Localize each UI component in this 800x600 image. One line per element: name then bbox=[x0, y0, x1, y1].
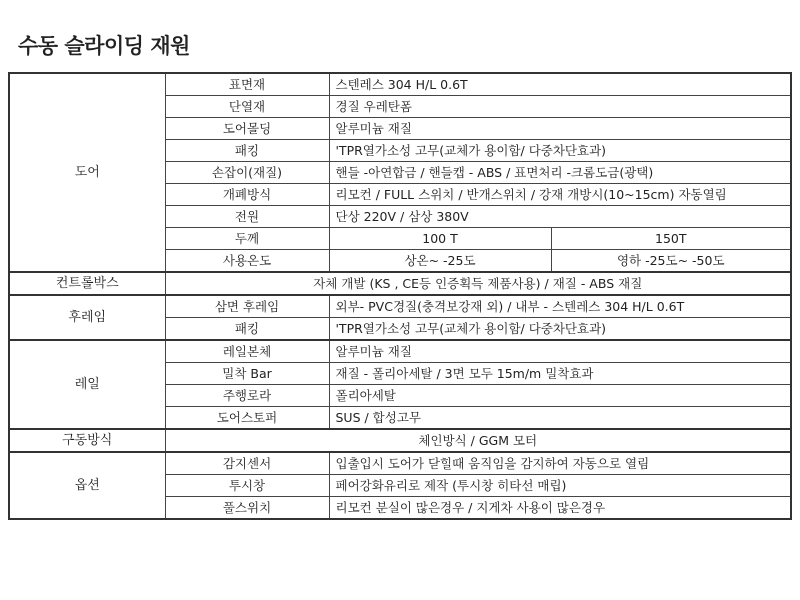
item-label: 감지센서 bbox=[165, 452, 329, 475]
item-value: 단상 220V / 삼상 380V bbox=[329, 206, 791, 228]
item-value: 상온~ -25도 bbox=[329, 250, 551, 273]
item-label: 개폐방식 bbox=[165, 184, 329, 206]
item-label: 풀스위치 bbox=[165, 497, 329, 520]
item-value: 150T bbox=[551, 228, 791, 250]
item-label: 도어스토퍼 bbox=[165, 407, 329, 430]
item-value: 스텐레스 304 H/L 0.6T bbox=[329, 73, 791, 96]
item-value: 리모컨 / FULL 스위치 / 반개스위치 / 강재 개방시(10~15cm) 자동열림 bbox=[329, 184, 791, 206]
table-row bbox=[9, 272, 791, 295]
table-row bbox=[9, 340, 791, 363]
item-value: 100 T bbox=[329, 228, 551, 250]
item-label: 투시창 bbox=[165, 475, 329, 497]
table-row bbox=[9, 452, 791, 475]
item-value: 체인방식 / GGM 모터 bbox=[165, 429, 791, 452]
item-label: 패킹 bbox=[165, 318, 329, 341]
table-row bbox=[9, 295, 791, 318]
item-label: 밀착 Bar bbox=[165, 363, 329, 385]
item-value: 경질 우레탄폼 bbox=[329, 96, 791, 118]
item-value: 재질 - 폴리아세탈 / 3면 모두 15m/m 밀착효과 bbox=[329, 363, 791, 385]
item-label: 사용온도 bbox=[165, 250, 329, 273]
group-drive: 구동방식 bbox=[9, 429, 165, 452]
item-value: 영하 -25도~ -50도 bbox=[551, 250, 791, 273]
group-door: 도어 bbox=[9, 73, 165, 272]
item-value: 알루미늄 재질 bbox=[329, 340, 791, 363]
item-value: SUS / 합성고무 bbox=[329, 407, 791, 430]
group-option: 옵션 bbox=[9, 452, 165, 519]
item-label: 두께 bbox=[165, 228, 329, 250]
item-label: 도어몰딩 bbox=[165, 118, 329, 140]
item-label: 패킹 bbox=[165, 140, 329, 162]
item-value: 'TPR열가소성 고무(교체가 용이함/ 다중차단효과) bbox=[329, 318, 791, 341]
table-row bbox=[9, 73, 791, 96]
group-rail: 레일 bbox=[9, 340, 165, 429]
item-value: 외부- PVC경질(충격보강재 외) / 내부 - 스텐레스 304 H/L 0.6T bbox=[329, 295, 791, 318]
item-label: 단열재 bbox=[165, 96, 329, 118]
group-frame: 후레임 bbox=[9, 295, 165, 340]
item-value: 페어강화유리로 제작 (투시창 히타선 매립) bbox=[329, 475, 791, 497]
item-value: 'TPR열가소성 고무(교체가 용이함/ 다중차단효과) bbox=[329, 140, 791, 162]
item-value: 폴리아세탈 bbox=[329, 385, 791, 407]
item-value: 자체 개발 (KS , CE등 인증획득 제품사용) / 재질 - ABS 재질 bbox=[165, 272, 791, 295]
spec-table bbox=[8, 72, 792, 520]
item-value: 핸들 -아연합금 / 핸들캡 - ABS / 표면처리 -크롬도금(광택) bbox=[329, 162, 791, 184]
group-control-box: 컨트롤박스 bbox=[9, 272, 165, 295]
item-label: 손잡이(재질) bbox=[165, 162, 329, 184]
item-label: 전원 bbox=[165, 206, 329, 228]
item-value: 리모컨 분실이 많은경우 / 지게차 사용이 많은경우 bbox=[329, 497, 791, 520]
item-value: 알루미늄 재질 bbox=[329, 118, 791, 140]
page-title: 수동 슬라이딩 재원 bbox=[18, 34, 190, 58]
item-label: 삼면 후레임 bbox=[165, 295, 329, 318]
item-value: 입출입시 도어가 닫힐때 움직임을 감지하여 자동으로 열림 bbox=[329, 452, 791, 475]
table-row bbox=[9, 429, 791, 452]
item-label: 표면재 bbox=[165, 73, 329, 96]
item-label: 레일본체 bbox=[165, 340, 329, 363]
item-label: 주행로라 bbox=[165, 385, 329, 407]
